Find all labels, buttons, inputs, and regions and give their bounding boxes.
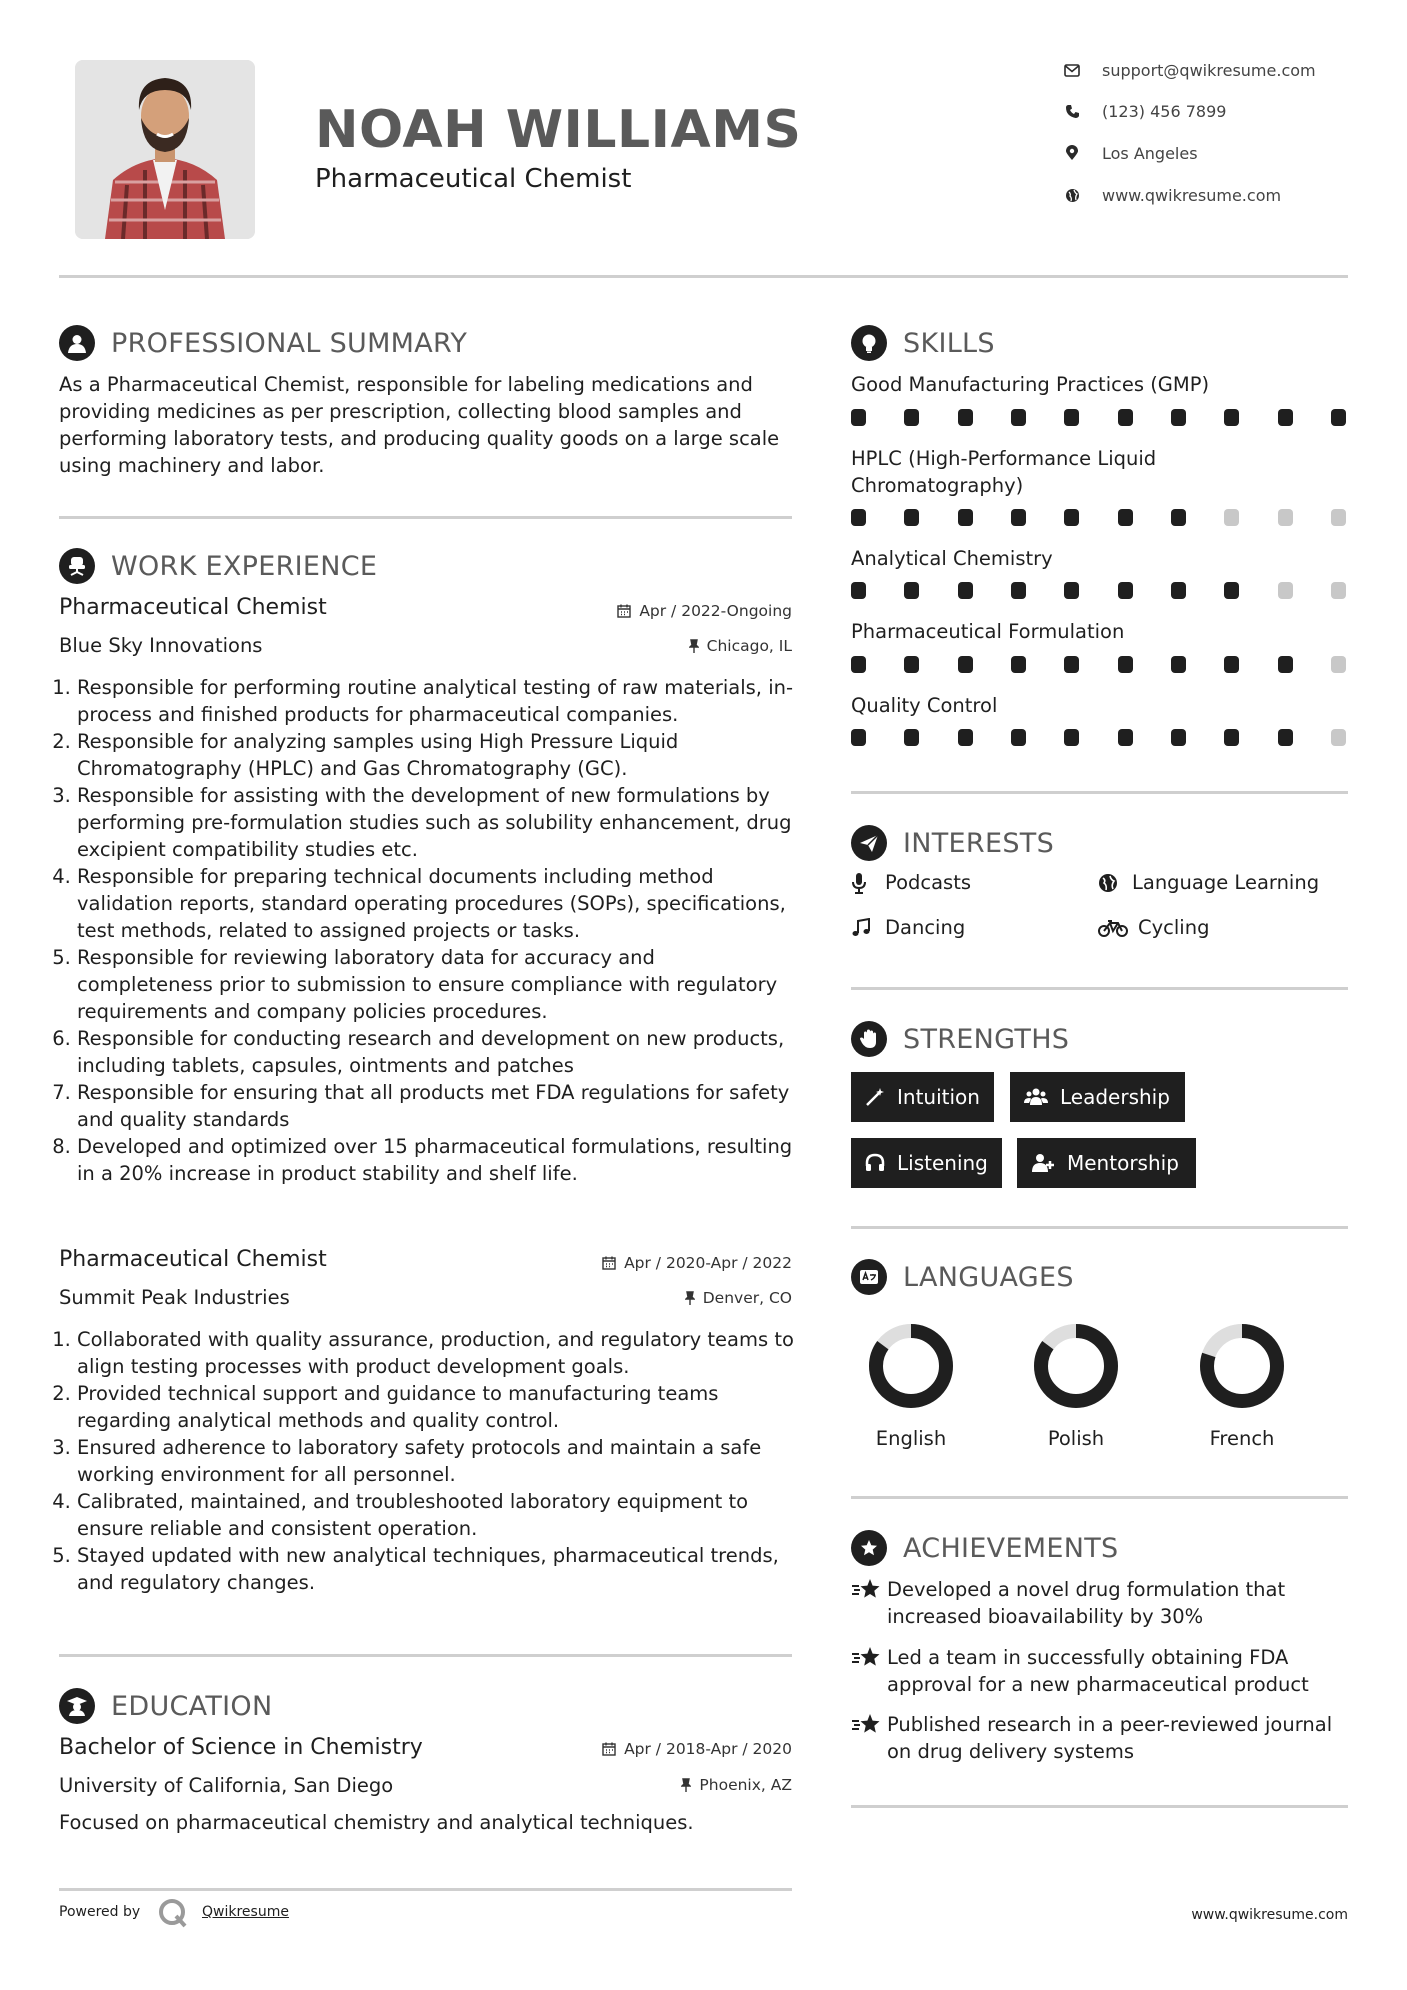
strength-label: Leadership xyxy=(1060,1085,1170,1109)
duty-item: 7. Responsible for ensuring that all products met FDA regulations for safety and quality standards xyxy=(77,1079,794,1133)
job-1-dates xyxy=(500,602,792,620)
duty-item: 3. Responsible for assisting with the development of new formulations by performing pre-formulation studies such as solubility enhancement, drug excipient compatibility studies etc. xyxy=(77,782,794,863)
contact-email-text: support@qwikresume.com xyxy=(1102,60,1316,80)
skill-dot-filled xyxy=(958,582,973,599)
header-divider xyxy=(59,275,1348,278)
qwikresume-logo-icon xyxy=(158,1898,188,1928)
strengths-divider xyxy=(851,1226,1348,1229)
star-icon xyxy=(851,1578,887,1606)
achievements-divider xyxy=(851,1805,1348,1808)
language-donut xyxy=(866,1321,956,1411)
footer-divider xyxy=(59,1888,792,1891)
star-badge-icon xyxy=(851,1530,887,1566)
languages-divider xyxy=(851,1496,1348,1499)
strength-label: Listening xyxy=(897,1151,988,1175)
experience-title: WORK EXPERIENCE xyxy=(111,550,378,582)
strength-label: Mentorship xyxy=(1067,1151,1179,1175)
duty-item: 3. Ensured adherence to laboratory safety protocols and maintain a safe working environment for all personnel. xyxy=(77,1434,794,1488)
skill-dot-filled xyxy=(1118,656,1133,673)
calendar-icon xyxy=(602,1742,616,1756)
skill-dot-filled xyxy=(1224,729,1239,746)
experience-divider xyxy=(59,1654,792,1657)
user-icon xyxy=(59,325,95,361)
summary-title: PROFESSIONAL SUMMARY xyxy=(111,327,468,359)
hand-icon xyxy=(851,1021,887,1057)
magic-wand-icon xyxy=(865,1087,885,1107)
skill-dot-filled xyxy=(904,409,919,426)
interest-item xyxy=(851,916,965,939)
pin-icon xyxy=(689,639,699,653)
skill-name: Good Manufacturing Practices (GMP) xyxy=(851,373,1210,396)
experience-heading xyxy=(59,548,377,584)
skill-dot-filled xyxy=(1278,409,1293,426)
skills-heading xyxy=(851,325,995,361)
skill-dot-filled xyxy=(1224,656,1239,673)
language-name: Polish xyxy=(1047,1427,1105,1450)
languages-title: LANGUAGES xyxy=(903,1261,1074,1293)
contact-email[interactable] xyxy=(1062,58,1342,82)
skill-dot-filled xyxy=(1171,656,1186,673)
summary-heading xyxy=(59,325,467,361)
skill-name: Quality Control xyxy=(851,694,998,717)
headphones-icon xyxy=(865,1153,885,1173)
user-plus-icon xyxy=(1031,1153,1055,1173)
interest-label: Language Learning xyxy=(1132,871,1320,894)
skill-dot-filled xyxy=(1171,409,1186,426)
skill-dot-filled xyxy=(958,656,973,673)
skill-dot-filled xyxy=(904,582,919,599)
skill-dot-filled xyxy=(1064,729,1079,746)
strength-badge xyxy=(1017,1138,1196,1188)
strength-label: Intuition xyxy=(897,1085,980,1109)
achievement-text: Developed a novel drug formulation that increased bioavailability by 30% xyxy=(887,1578,1286,1628)
language-item xyxy=(1187,1321,1297,1450)
globe-icon xyxy=(1098,873,1124,893)
skill-dot-filled xyxy=(1011,582,1026,599)
skill-name: Analytical Chemistry xyxy=(851,547,1053,570)
achievement-item xyxy=(851,1711,1348,1765)
candidate-title: Pharmaceutical Chemist xyxy=(315,164,632,194)
language-name: French xyxy=(1209,1427,1275,1450)
skill-dot-empty xyxy=(1278,509,1293,526)
education-heading xyxy=(59,1688,272,1724)
languages-heading xyxy=(851,1259,1074,1295)
calendar-icon xyxy=(602,1256,616,1270)
education-dates xyxy=(500,1740,792,1758)
duty-item: 5. Stayed updated with new analytical techniques, pharmaceutical trends, and regulatory changes. xyxy=(77,1542,794,1596)
summary-text: As a Pharmaceutical Chemist, responsible for labeling medications and providing medicines as per prescription, collecting blood samples and performing laboratory tests, and producing quality goods on a large scale using machinery and labor. xyxy=(59,373,780,477)
interest-item xyxy=(1098,871,1319,894)
skill-dot-filled xyxy=(1331,409,1346,426)
degree-title: Bachelor of Science in Chemistry xyxy=(59,1735,423,1760)
skill-dot-filled xyxy=(1064,409,1079,426)
pin-icon xyxy=(681,1778,691,1792)
strength-badge xyxy=(1010,1072,1185,1122)
strength-badge xyxy=(851,1072,994,1122)
skill-rating xyxy=(851,656,1346,674)
interests-heading xyxy=(851,825,1054,861)
achievements-heading xyxy=(851,1530,1119,1566)
skill-dot-empty xyxy=(1224,509,1239,526)
duty-item: 4. Responsible for preparing technical documents including method validation reports, standard operating procedures (SOPs), specifications, test methods, related to assigned projects or tasks. xyxy=(77,863,794,944)
duty-item: 6. Responsible for conducting research and development on new products, including tablets, capsules, ointments and patches xyxy=(77,1025,794,1079)
skill-rating xyxy=(851,582,1346,600)
language-donut xyxy=(1197,1321,1287,1411)
footer-website[interactable]: www.qwikresume.com xyxy=(1191,1907,1348,1923)
skill-dot-filled xyxy=(1118,509,1133,526)
skill-dot-filled xyxy=(1064,656,1079,673)
skill-name: HPLC (High-Performance Liquid Chromatography) xyxy=(851,447,1157,497)
powered-by-label: Powered by xyxy=(59,1904,141,1920)
duty-item: 2. Provided technical support and guidance to manufacturing teams regarding analytical methods and quality control. xyxy=(77,1380,794,1434)
skill-dot-filled xyxy=(851,656,866,673)
skill-dot-filled xyxy=(1011,656,1026,673)
skill-dot-empty xyxy=(1331,656,1346,673)
music-icon xyxy=(851,918,877,938)
skill-dot-filled xyxy=(851,409,866,426)
skill-dot-filled xyxy=(904,656,919,673)
job-2-location xyxy=(500,1289,792,1307)
lightbulb-icon xyxy=(851,325,887,361)
language-item xyxy=(856,1321,966,1450)
skill-dot-filled xyxy=(1118,729,1133,746)
skill-rating xyxy=(851,729,1346,747)
achievement-text: Led a team in successfully obtaining FDA approval for a new pharmaceutical product xyxy=(887,1646,1309,1696)
education-location xyxy=(500,1776,792,1794)
pin-icon xyxy=(685,1291,695,1305)
skill-dot-filled xyxy=(851,582,866,599)
strengths-heading xyxy=(851,1021,1069,1057)
skill-dot-filled xyxy=(904,509,919,526)
skill-dot-filled xyxy=(904,729,919,746)
achievement-item xyxy=(851,1644,1348,1698)
duty-item: 2. Responsible for analyzing samples using High Pressure Liquid Chromatography (HPLC) and Gas Chromatography (GC). xyxy=(77,728,794,782)
qwikresume-link[interactable]: Qwikresume xyxy=(202,1904,289,1920)
skill-rating xyxy=(851,409,1346,427)
skill-dot-filled xyxy=(1118,409,1133,426)
duty-item: 4. Calibrated, maintained, and troubleshooted laboratory equipment to ensure reliable and consistent operation. xyxy=(77,1488,794,1542)
education-title: EDUCATION xyxy=(111,1690,273,1722)
job-2-location-text: Denver, CO xyxy=(702,1289,792,1307)
calendar-icon xyxy=(617,604,631,618)
map-marker-icon xyxy=(1062,145,1082,161)
job-2-title: Pharmaceutical Chemist xyxy=(59,1247,327,1272)
education-note: Focused on pharmaceutical chemistry and analytical techniques. xyxy=(59,1811,694,1834)
contact-phone-text: (123) 456 7899 xyxy=(1102,101,1227,121)
skill-dot-filled xyxy=(1011,729,1026,746)
skill-dot-filled xyxy=(1224,409,1239,426)
star-icon xyxy=(851,1646,887,1674)
skills-title: SKILLS xyxy=(903,327,995,359)
skill-dot-filled xyxy=(1278,656,1293,673)
skill-dot-filled xyxy=(1224,582,1239,599)
job-1-duties xyxy=(59,674,794,1187)
language-icon xyxy=(851,1259,887,1295)
users-icon xyxy=(1024,1087,1048,1107)
contact-website[interactable] xyxy=(1062,183,1342,207)
skill-rating xyxy=(851,509,1346,527)
candidate-name: NOAH WILLIAMS xyxy=(315,100,802,160)
graduate-icon xyxy=(59,1688,95,1724)
star-icon xyxy=(851,1713,887,1741)
job-2-dates xyxy=(500,1254,792,1272)
contact-location xyxy=(1062,141,1342,165)
strength-badge xyxy=(851,1138,1002,1188)
school-name: University of California, San Diego xyxy=(59,1774,394,1797)
interest-label: Podcasts xyxy=(885,871,972,894)
interest-label: Cycling xyxy=(1138,916,1210,939)
skill-dot-filled xyxy=(851,729,866,746)
paper-plane-icon xyxy=(851,825,887,861)
achievements-title: ACHIEVEMENTS xyxy=(903,1532,1119,1564)
skill-dot-filled xyxy=(1171,582,1186,599)
strengths-title: STRENGTHS xyxy=(903,1023,1070,1055)
interest-item xyxy=(851,871,971,894)
skill-dot-filled xyxy=(1011,409,1026,426)
skill-dot-filled xyxy=(1118,582,1133,599)
interests-title: INTERESTS xyxy=(903,827,1055,859)
language-item xyxy=(1021,1321,1131,1450)
skills-divider xyxy=(851,791,1348,794)
contact-location-text: Los Angeles xyxy=(1102,143,1198,163)
achievement-text: Published research in a peer-reviewed journal on drug delivery systems xyxy=(887,1713,1333,1763)
job-2-company: Summit Peak Industries xyxy=(59,1286,290,1309)
job-2-duties xyxy=(59,1326,794,1596)
interests-divider xyxy=(851,987,1348,990)
skill-dot-filled xyxy=(1011,509,1026,526)
language-donut xyxy=(1031,1321,1121,1411)
education-location-text: Phoenix, AZ xyxy=(699,1776,792,1794)
skill-dot-filled xyxy=(958,409,973,426)
education-dates-text: Apr / 2018-Apr / 2020 xyxy=(624,1740,792,1758)
phone-icon xyxy=(1062,104,1082,119)
duty-item: 1. Collaborated with quality assurance, production, and regulatory teams to align testing processes with product development goals. xyxy=(77,1326,794,1380)
bicycle-icon xyxy=(1098,919,1130,937)
microphone-icon xyxy=(851,872,877,894)
skill-dot-filled xyxy=(958,509,973,526)
contact-phone[interactable] xyxy=(1062,99,1342,123)
job-2-dates-text: Apr / 2020-Apr / 2022 xyxy=(624,1254,792,1272)
interest-label: Dancing xyxy=(885,916,966,939)
job-1-title: Pharmaceutical Chemist xyxy=(59,595,327,620)
skill-dot-filled xyxy=(1064,509,1079,526)
globe-icon xyxy=(1062,188,1082,203)
contact-website-text: www.qwikresume.com xyxy=(1102,185,1282,205)
skill-dot-filled xyxy=(1171,729,1186,746)
skill-dot-empty xyxy=(1278,582,1293,599)
skill-dot-filled xyxy=(1064,582,1079,599)
job-1-company: Blue Sky Innovations xyxy=(59,634,263,657)
office-chair-icon xyxy=(59,548,95,584)
language-name: English xyxy=(875,1427,947,1450)
duty-item: 8. Developed and optimized over 15 pharmaceutical formulations, resulting in a 20% increase in product stability and shelf life. xyxy=(77,1133,794,1187)
skill-dot-filled xyxy=(851,509,866,526)
duty-item: 5. Responsible for reviewing laboratory data for accuracy and completeness prior to submission to ensure compliance with regulatory requirements and company policies procedures. xyxy=(77,944,794,1025)
skill-dot-filled xyxy=(958,729,973,746)
job-1-location xyxy=(500,637,792,655)
skill-dot-empty xyxy=(1331,582,1346,599)
skill-dot-filled xyxy=(1278,729,1293,746)
skill-dot-empty xyxy=(1331,729,1346,746)
profile-photo xyxy=(75,60,255,239)
skill-dot-empty xyxy=(1331,509,1346,526)
skill-dot-filled xyxy=(1171,509,1186,526)
skill-name: Pharmaceutical Formulation xyxy=(851,620,1125,643)
duty-item: 1. Responsible for performing routine analytical testing of raw materials, in-process and finished products for pharmaceutical companies. xyxy=(77,674,794,728)
interest-item xyxy=(1098,916,1209,939)
job-1-location-text: Chicago, IL xyxy=(706,637,792,655)
envelope-icon xyxy=(1062,64,1082,77)
achievement-item xyxy=(851,1576,1348,1630)
summary-divider xyxy=(59,516,792,519)
job-1-dates-text: Apr / 2022-Ongoing xyxy=(639,602,792,620)
